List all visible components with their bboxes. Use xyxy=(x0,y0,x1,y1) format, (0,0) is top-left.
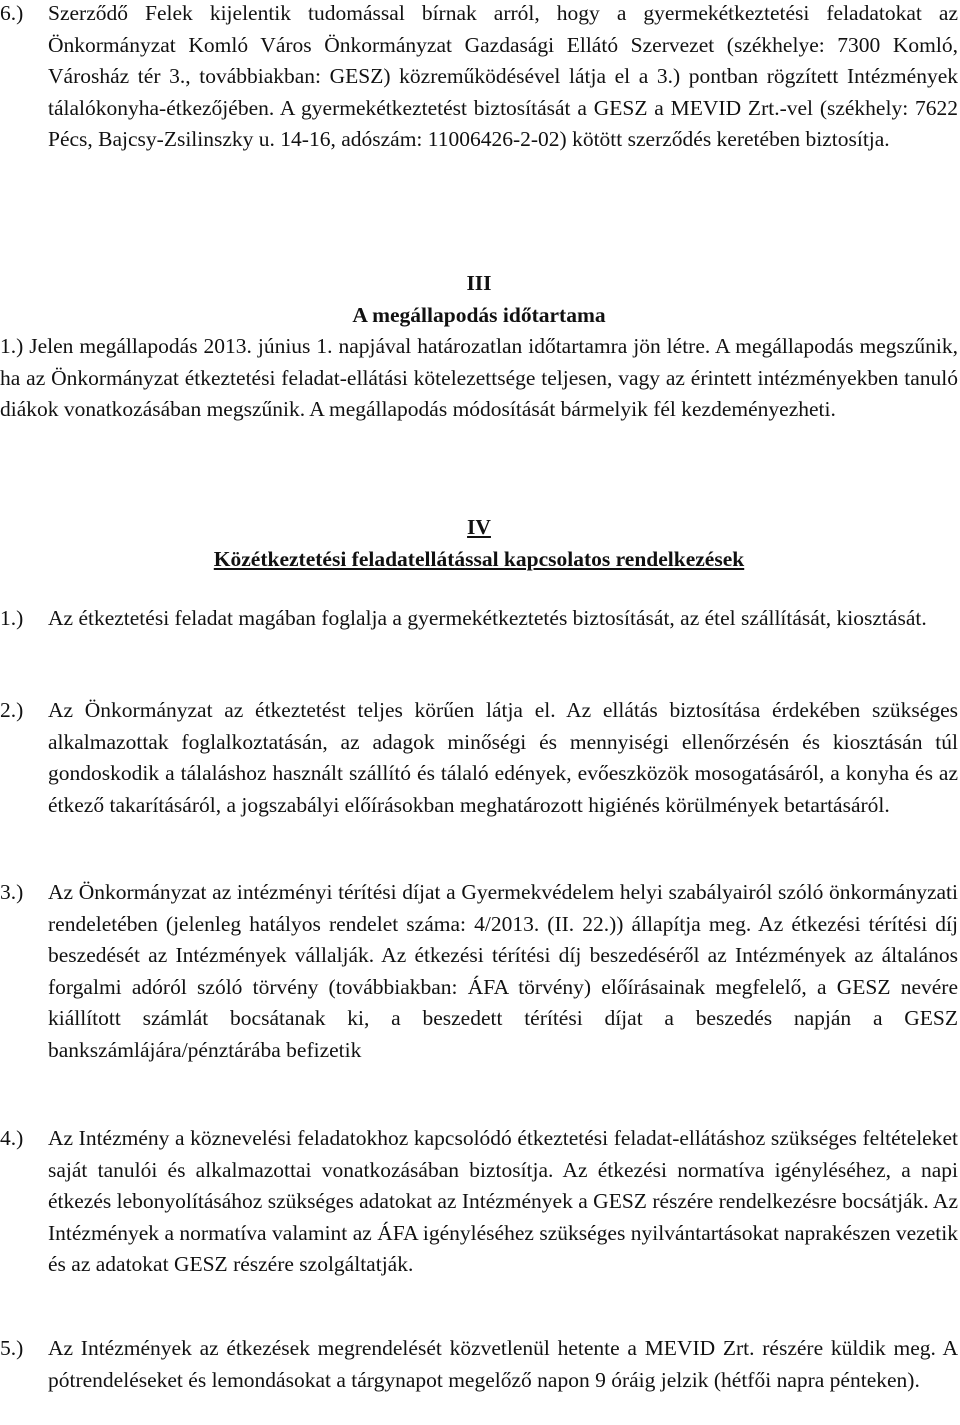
paragraph-text: Szerződő Felek kijelentik tudomással bírnak arról, hogy a gyermekétkeztetési feladatokat az Önkormányzat Komló Város Önkormányzat Gazdasági Ellátó Szervezet (székhelye: 7300 Komló, Városház tér 3., továbbiakban: GESZ) közreműködésével látja el a 3.) pontban rögzített Intézmények tálalókonyha-étkezőjében. A gyermekétkeztetést biztosítását a GESZ a MEVID Zrt.-vel (székhely: 7622 Pécs, Bajcsy-Zsilinszky u. 14-16, adószám: 11006426-2-02) kötött szerződés keretében biztosítja. xyxy=(48,1,958,151)
section-iv-title: Közétkeztetési feladatellátással kapcsolatos rendelkezések xyxy=(213,547,745,571)
item-number: 5.) xyxy=(0,1336,24,1360)
paragraph-number: 6.) xyxy=(0,1,24,25)
item-text: Az Intézmények az étkezések megrendelését közvetlenül hetente a MEVID Zrt. részére küldik meg. A pótrendeléseket és lemondásokat a tárgynapot megelőző napon 9 óráig jelzik (hétfői napra pénteken). xyxy=(48,1336,958,1392)
item-text: Az Intézmény a köznevelési feladatokhoz kapcsolódó étkeztetési feladat-ellátáshoz szükséges feltételeket saját tanulói és alkalmazottai vonatkozásában biztosítja. Az étkezési normatíva igényléséhez, a napi étkezés lebonyolításához szükséges adatokat az Intézmények a GESZ részére rendelkezésre bocsátják. Az Intézmények a normatíva valamint az ÁFA igényléséhez szükséges nyilvántartásokat naprakészen vezetik és az adatokat GESZ részére szolgáltatják. xyxy=(48,1126,958,1276)
item-number: 1.) xyxy=(0,606,24,630)
section-iii-title: A megállapodás időtartama xyxy=(352,303,606,327)
item-text: Az étkeztetési feladat magában foglalja a gyermekétkeztetés biztosítását, az étel szállítását, kiosztását. xyxy=(48,606,927,630)
section-iii-paragraph: 1.) Jelen megállapodás 2013. június 1. napjával határozatlan időtartamra jön létre. A megállapodás megszűnik, ha az Önkormányzat étkeztetési feladat-ellátási kötelezettsége teljesen, vagy az érintett intézményekben tanuló diákok vonatkozásában megszűnik. A megállapodás módosítását bármelyik fél kezdeményezheti. xyxy=(0,334,958,421)
section-iii-roman: III xyxy=(466,271,492,295)
item-number: 2.) xyxy=(0,698,24,722)
item-number: 3.) xyxy=(0,880,24,904)
item-text: Az Önkormányzat az intézményi térítési díjat a Gyermekvédelem helyi szabályairól szóló önkormányzati rendeletében (jelenleg hatályos rendelet száma: 4/2013. (II. 22.)) állapítja meg. Az étkezési térítési díj beszedését az Intézmények vállalják. Az étkezési térítési díj beszedéséről az Intézmények az általános forgalmi adóról szóló törvény (továbbiakban: ÁFA törvény) előírásainak megfelelő, a GESZ nevére kiállított számlát bocsátanak ki, a beszedett térítési díjat a beszedés napján a GESZ bankszámlájára/pénztárába befizetik xyxy=(48,880,958,1062)
paragraph-6 xyxy=(0,0,958,218)
item-number: 4.) xyxy=(0,1126,24,1150)
section-iv-roman: IV xyxy=(467,515,491,539)
item-text: Az Önkormányzat az étkeztetést teljes körűen látja el. Az ellátás biztosítása érdekében szükséges alkalmazottak foglalkoztatásán, az adagok minőségi és mennyiségi ellenőrzésén és kiosztásán túl gondoskodik a tálaláshoz használt szállító és tálaló edények, evőeszközök mosogatásáról, a konyha és az étkező takarításáról, a jogszabályi előírásokban meghatározott higiénés körülmények betartásáról. xyxy=(48,698,958,817)
